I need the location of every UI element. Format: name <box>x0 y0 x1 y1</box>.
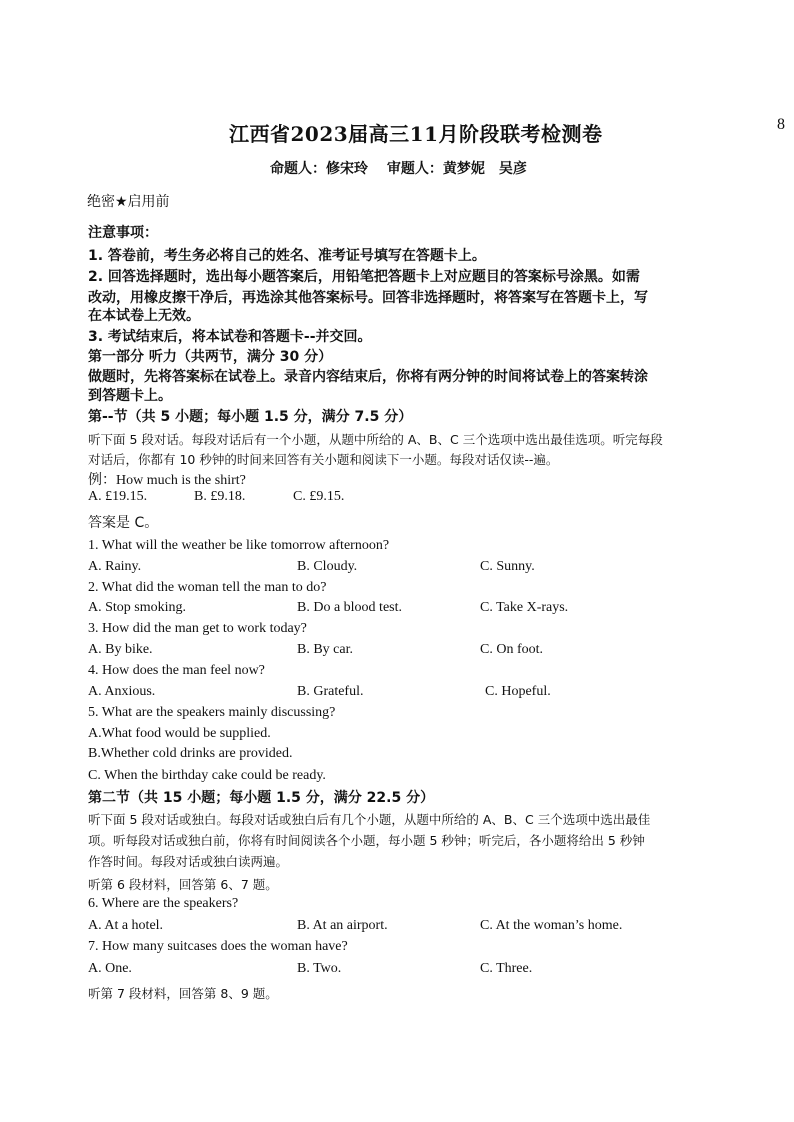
question-6-option-a: A. At a hotel. <box>88 918 164 933</box>
question-6-option-c: C. At the woman’s home. <box>480 918 623 933</box>
question-7: 7. How many suitcases does the woman have? <box>88 939 348 954</box>
question-3-option-a: A. By bike. <box>88 642 153 657</box>
example-option-a: A. £19.15. <box>88 489 148 504</box>
part1-intro-line-1: 做题时，先将答案标在试卷上。录音内容结束后，你将有两分钟的时间将试卷上的答案转涂 <box>88 369 648 385</box>
question-7-option-c: C. Three. <box>480 961 533 976</box>
section1-heading: 第--节（共 5 小题；每小题 1.5 分，满分 7.5 分） <box>88 409 413 425</box>
question-2-option-b: B. Do a blood test. <box>297 600 402 615</box>
question-3-option-b: B. By car. <box>297 642 353 657</box>
example-question: 例：How much is the shirt? <box>88 473 246 488</box>
question-4: 4. How does the man feel now? <box>88 663 265 678</box>
confidential-label: 绝密★启用前 <box>87 194 170 210</box>
question-7-option-a: A. One. <box>88 961 132 976</box>
question-6-option-b: B. At an airport. <box>297 918 388 933</box>
material-6-instruction: 听第 6 段材料，回答第 6、7 题。 <box>88 877 278 892</box>
section1-instruction-line-2: 对话后，你都有 10 秒钟的时间来回答有关小题和阅读下一小题。每段对话仅读--遍。 <box>88 452 559 467</box>
question-5: 5. What are the speakers mainly discussing? <box>88 705 336 720</box>
notice-item-1: 1. 答卷前，考生务必将自己的姓名、准考证号填写在答题卡上。 <box>88 248 486 264</box>
part1-intro-line-2: 到答题卡上。 <box>88 388 172 404</box>
question-4-option-b: B. Grateful. <box>297 684 364 699</box>
notice-heading: 注意事项： <box>88 225 158 241</box>
section1-instruction-line-1: 听下面 5 段对话。每段对话后有一个小题，从题中所给的 A、B、C 三个选项中选出最佳选项。听完每段 <box>88 432 663 447</box>
example-option-b: B. £9.18. <box>194 489 246 504</box>
question-2-option-a: A. Stop smoking. <box>88 600 187 615</box>
question-6: 6. Where are the speakers? <box>88 896 239 911</box>
page-number: 8 <box>777 116 785 133</box>
question-1-option-a: A. Rainy. <box>88 559 142 574</box>
section2-instruction-line-1: 听下面 5 段对话或独白。每段对话或独白后有几个小题，从题中所给的 A、B、C 三个选项中选出最佳 <box>88 812 651 827</box>
question-4-option-c: C. Hopeful. <box>485 684 551 699</box>
example-option-c: C. £9.15. <box>293 489 345 504</box>
question-1: 1. What will the weather be like tomorrow afternoon? <box>88 538 390 553</box>
section2-heading: 第二节（共 15 小题；每小题 1.5 分，满分 22.5 分） <box>88 790 435 806</box>
question-1-option-b: B. Cloudy. <box>297 559 358 574</box>
notice-item-2-line-1: 2. 回答选择题时，选出每小题答案后，用铅笔把答题卡上对应题目的答案标号涂黑。如需 <box>88 269 640 285</box>
question-4-option-a: A. Anxious. <box>88 684 156 699</box>
question-3-option-c: C. On foot. <box>480 642 543 657</box>
question-5-option-b: B.Whether cold drinks are provided. <box>88 746 293 761</box>
author-line: 命题人：修宋玲 审题人：黄梦妮 吴彦 <box>270 161 527 177</box>
example-answer: 答案是 C。 <box>88 515 159 531</box>
section2-instruction-line-3: 作答时间。每段对话或独白读两遍。 <box>88 854 289 869</box>
section2-instruction-line-2: 项。听每段对话或独白前，你将有时间阅读各个小题，每小题 5 秒钟；听完后，各小题将给出 5 秒钟 <box>88 833 645 848</box>
notice-item-2-line-3: 在本试卷上无效。 <box>88 308 200 324</box>
question-5-option-a: A.What food would be supplied. <box>88 726 271 741</box>
question-2: 2. What did the woman tell the man to do? <box>88 580 327 595</box>
question-5-option-c: C. When the birthday cake could be ready. <box>88 768 326 783</box>
notice-item-2-line-2: 改动，用橡皮擦干净后，再选涂其他答案标号。回答非选择题时，将答案写在答题卡上，写 <box>88 290 648 306</box>
question-2-option-c: C. Take X-rays. <box>480 600 569 615</box>
material-7-instruction: 听第 7 段材料，回答第 8、9 题。 <box>88 986 278 1001</box>
notice-item-3: 3. 考试结束后，将本试卷和答题卡--并交回。 <box>88 329 372 345</box>
exam-title: 江西省2023届高三11月阶段联考检测卷 <box>229 122 603 146</box>
question-1-option-c: C. Sunny. <box>480 559 535 574</box>
question-3: 3. How did the man get to work today? <box>88 621 307 636</box>
question-7-option-b: B. Two. <box>297 961 342 976</box>
part1-heading: 第一部分 听力（共两节，满分 30 分） <box>88 349 333 365</box>
